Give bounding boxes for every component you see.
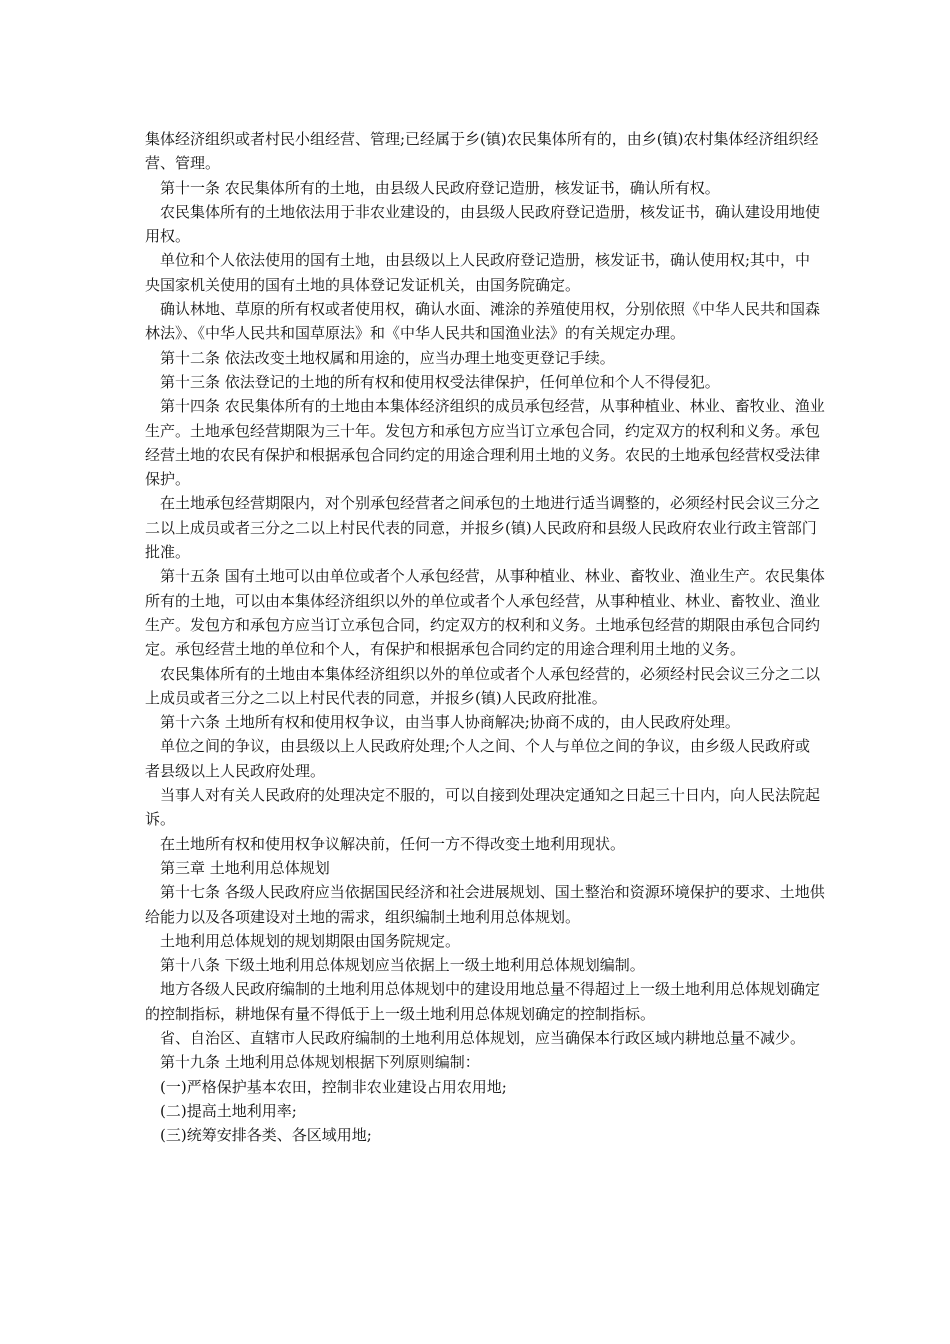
paragraph: 第十七条 各级人民政府应当依据国民经济和社会进展规划、国土整治和资源环境保护的要求、土地供给能力以及各项建设对土地的需求，组织编制土地利用总体规划。 bbox=[145, 883, 825, 926]
paragraph: 第十五条 国有土地可以由单位或者个人承包经营，从事种植业、林业、畜牧业、渔业生产。农民集体所有的土地，可以由本集体经济组织以外的单位或者个人承包经营，从事种植业、林业、畜牧业、渔业生产。发包方和承包方应当订立承包合同，约定双方的权利和义务。土地承包经营的期限由承包合同约定。承包经营土地的单位和个人，有保护和根据承包合同约定的用途合理利用土地的义务。 bbox=[145, 567, 825, 659]
paragraph: 单位之间的争议，由县级以上人民政府处理;个人之间、个人与单位之间的争议，由乡级人民政府或者县级以上人民政府处理。 bbox=[145, 737, 811, 780]
paragraph: 第十二条 依法改变土地权属和用途的，应当办理土地变更登记手续。 bbox=[160, 348, 615, 367]
paragraph: 在土地承包经营期限内，对个别承包经营者之间承包的土地进行适当调整的，必须经村民会议三分之二以上成员或者三分之二以上村民代表的同意，并报乡(镇)人民政府和县级人民政府农业行政主管部门批准。 bbox=[145, 494, 821, 562]
paragraph: 第十八条 下级土地利用总体规划应当依据上一级土地利用总体规划编制。 bbox=[160, 956, 645, 975]
chapter-heading: 第三章 土地利用总体规划 bbox=[160, 858, 330, 877]
document-body bbox=[145, 127, 825, 1147]
paragraph: 第十六条 土地所有权和使用权争议，由当事人协商解决;协商不成的，由人民政府处理。 bbox=[160, 713, 740, 732]
paragraph: 第十三条 依法登记的土地的所有权和使用权受法律保护，任何单位和个人不得侵犯。 bbox=[160, 372, 720, 391]
paragraph: 第十四条 农民集体所有的土地由本集体经济组织的成员承包经营，从事种植业、林业、畜牧业、渔业生产。土地承包经营期限为三十年。发包方和承包方应当订立承包合同，约定双方的权利和义务。承包经营土地的农民有保护和根据承包合同约定的用途合理利用土地的义务。农民的土地承包经营权受法律保护。 bbox=[145, 397, 825, 489]
paragraph: 在土地所有权和使用权争议解决前，任何一方不得改变土地利用现状。 bbox=[160, 834, 626, 853]
paragraph: 省、自治区、直辖市人民政府编制的土地利用总体规划，应当确保本行政区域内耕地总量不减少。 bbox=[160, 1028, 806, 1047]
paragraph: 确认林地、草原的所有权或者使用权，确认水面、滩涂的养殖使用权，分别依照《中华人民共和国森林法》、《中华人民共和国草原法》和《中华人民共和国渔业法》的有关规定办理。 bbox=[145, 300, 821, 343]
paragraph: 第十一条 农民集体所有的土地，由县级人民政府登记造册，核发证书，确认所有权。 bbox=[160, 178, 720, 197]
paragraph: 土地利用总体规划的规划期限由国务院规定。 bbox=[160, 931, 461, 950]
paragraph: 地方各级人民政府编制的土地利用总体规划中的建设用地总量不得超过上一级土地利用总体规划确定的控制指标，耕地保有量不得低于上一级土地利用总体规划确定的控制指标。 bbox=[145, 980, 821, 1023]
paragraph: 农民集体所有的土地由本集体经济组织以外的单位或者个人承包经营的，必须经村民会议三分之二以上成员或者三分之二以上村民代表的同意，并报乡(镇)人民政府批准。 bbox=[145, 664, 821, 707]
list-item: (三)统筹安排各类、各区域用地; bbox=[160, 1126, 372, 1145]
paragraph: 集体经济组织或者村民小组经营、管理;已经属于乡(镇)农民集体所有的，由乡(镇)农村集体经济组织经营、管理。 bbox=[145, 130, 819, 173]
list-item: (二)提高土地利用率; bbox=[160, 1101, 297, 1120]
paragraph: 当事人对有关人民政府的处理决定不服的，可以自接到处理决定通知之日起三十日内，向人民法院起诉。 bbox=[145, 786, 821, 829]
paragraph: 第十九条 土地利用总体规划根据下列原则编制： bbox=[160, 1053, 480, 1072]
paragraph: 农民集体所有的土地依法用于非农业建设的，由县级人民政府登记造册，核发证书，确认建设用地使用权。 bbox=[145, 202, 821, 246]
paragraph: 单位和个人依法使用的国有土地，由县级以上人民政府登记造册，核发证书，确认使用权;其中，中央国家机关使用的国有土地的具体登记发证机关，由国务院确定。 bbox=[145, 251, 811, 294]
list-item: (一)严格保护基本农田，控制非农业建设占用农用地; bbox=[160, 1077, 507, 1096]
